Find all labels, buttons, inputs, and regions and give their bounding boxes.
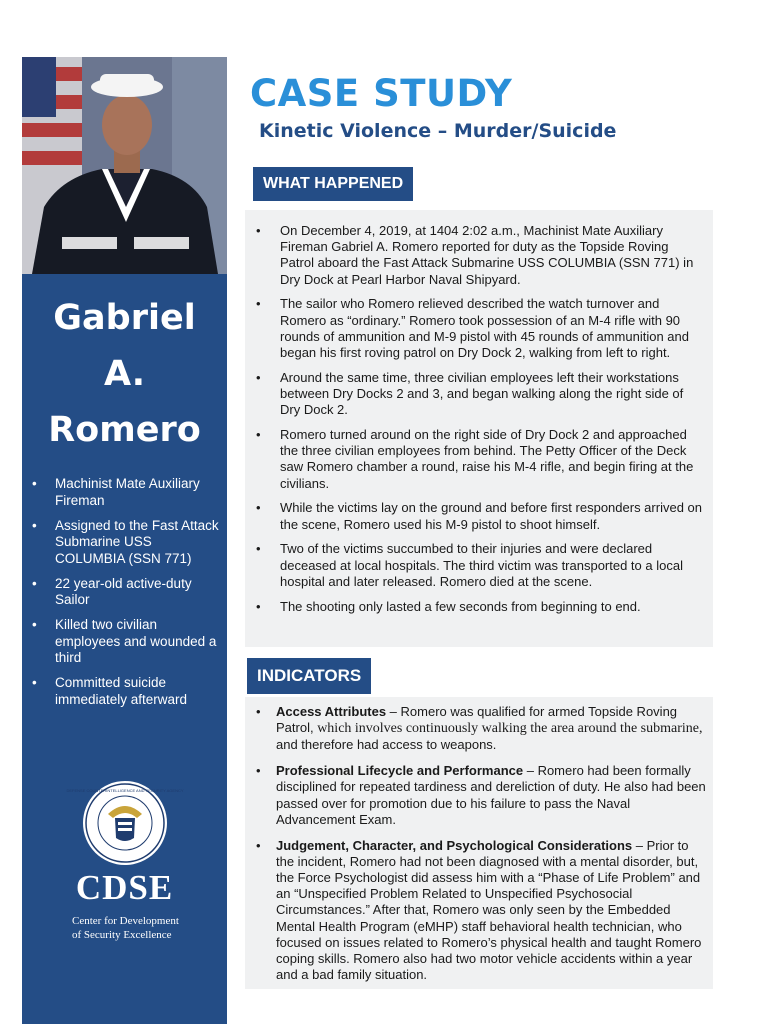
- list-item: • Two of the victims succumbed to their injuries and were declared deceased at local hospitals. The third victim was transported to a local hospital and later released. Romero died at the scene.: [280, 541, 705, 590]
- profile-fact: • Machinist Mate Auxiliary Fireman: [30, 476, 220, 509]
- what-happened-heading: WHAT HAPPENED: [253, 167, 413, 201]
- profile-fact: • Killed two civilian employees and wounded a third: [30, 617, 220, 667]
- profile-fact: • 22 year-old active-duty Sailor: [30, 576, 220, 609]
- indicator-text: – Prior to the incident, Romero had not been diagnosed with a mental disorder, but, the Force Psychologist did assess him with a “Phase of Life Problem” and an “Unspecified Problem Related to Unspecified Psychosocial Circumstances.” After that, Romero was only seen by the Embedded Mental Health Program (eMHP) staff behavioral health technician, who focused on issues related to Romero’s physical health and taught Romero coping skills. Romero also had two motor vehicle accidents within a year and a bad family situation.: [276, 837, 702, 983]
- name-first: Gabriel: [53, 298, 196, 338]
- list-item: [276, 704, 706, 754]
- list-item: • Around the same time, three civilian employees left their workstations between Dry Docks 2 and 3, and began walking along the right side of Dry Dock 2.: [280, 370, 705, 419]
- name-last: Romero: [48, 410, 201, 450]
- what-happened-list: [280, 223, 705, 623]
- list-item: [276, 838, 706, 984]
- page-subtitle: Kinetic Violence – Murder/Suicide: [259, 120, 617, 142]
- name-middle: A.: [103, 354, 146, 394]
- portrait-illustration: [22, 57, 227, 274]
- indicators-heading: INDICATORS: [247, 658, 371, 694]
- indicator-text: – Romero was qualified for armed Topside Roving Patrol,: [276, 704, 678, 736]
- indicator-heading: Access Attributes: [276, 704, 387, 719]
- indicator-heading: Professional Lifecycle and Performance: [276, 763, 524, 779]
- page-title: CASE STUDY: [250, 72, 513, 115]
- cdse-full-name: [72, 914, 222, 942]
- profile-fact: • Assigned to the Fast Attack Submarine USS COLUMBIA (SSN 771): [30, 518, 220, 568]
- cdse-wordmark: CDSE: [75, 868, 174, 907]
- list-item: [276, 763, 706, 828]
- profile-facts-list: [30, 476, 220, 717]
- cdse-line-2: of Security Excellence: [72, 929, 172, 941]
- indicator-text: which involves continuously walking the area around the submarine,: [317, 721, 703, 737]
- seal-text: DEFENSE COUNTERINTELLIGENCE AND SECURITY AGENCY: [66, 788, 184, 793]
- list-item: • The shooting only lasted a few seconds from beginning to end.: [280, 599, 705, 615]
- cdse-line-1: Center for Development: [72, 915, 179, 927]
- list-item: • On December 4, 2019, at 1404 2:02 a.m., Machinist Mate Auxiliary Fireman Gabriel A. Romero reported for duty as the Topside Roving Patrol aboard the Fast Attack Submarine USS COLUMBIA (SSN 771) in Dry Dock at Pearl Harbor Naval Shipyard.: [280, 223, 705, 288]
- list-item: • Romero turned around on the right side of Dry Dock 2 and approached the three civilian employees from behind. The Petty Officer of the Deck saw Romero chamber a round, raise his M-4 rifle, and begin firing at the civilians.: [280, 427, 705, 492]
- sailor-portrait-photo: [22, 57, 227, 274]
- list-item: • The sailor who Romero relieved described the watch turnover and Romero as “ordinary.” Romero took possession of an M-4 rifle with 90 rounds of ammunition and M-9 pistol with 45 rounds of ammunition and began his first roving patrol on Dry Dock 2, walking from left to right.: [280, 296, 705, 361]
- dcsa-seal-logo: [66, 780, 184, 866]
- list-item: • While the victims lay on the ground and before first responders arrived on the scene, Romero used his M-9 pistol to shoot himself.: [280, 500, 705, 532]
- indicator-heading: Judgement, Character, and Psychological Considerations: [276, 837, 633, 853]
- subject-name: [22, 290, 227, 458]
- profile-fact: • Committed suicide immediately afterward: [30, 675, 220, 708]
- indicator-text: and therefore had access to weapons.: [276, 737, 497, 753]
- indicators-list: [276, 704, 706, 993]
- indicator-text: – Romero had been formally disciplined for repeated tardiness and dereliction of duty. He also had been passed over for promotion due to his failure to pass the Naval Advancement Exam.: [276, 763, 706, 827]
